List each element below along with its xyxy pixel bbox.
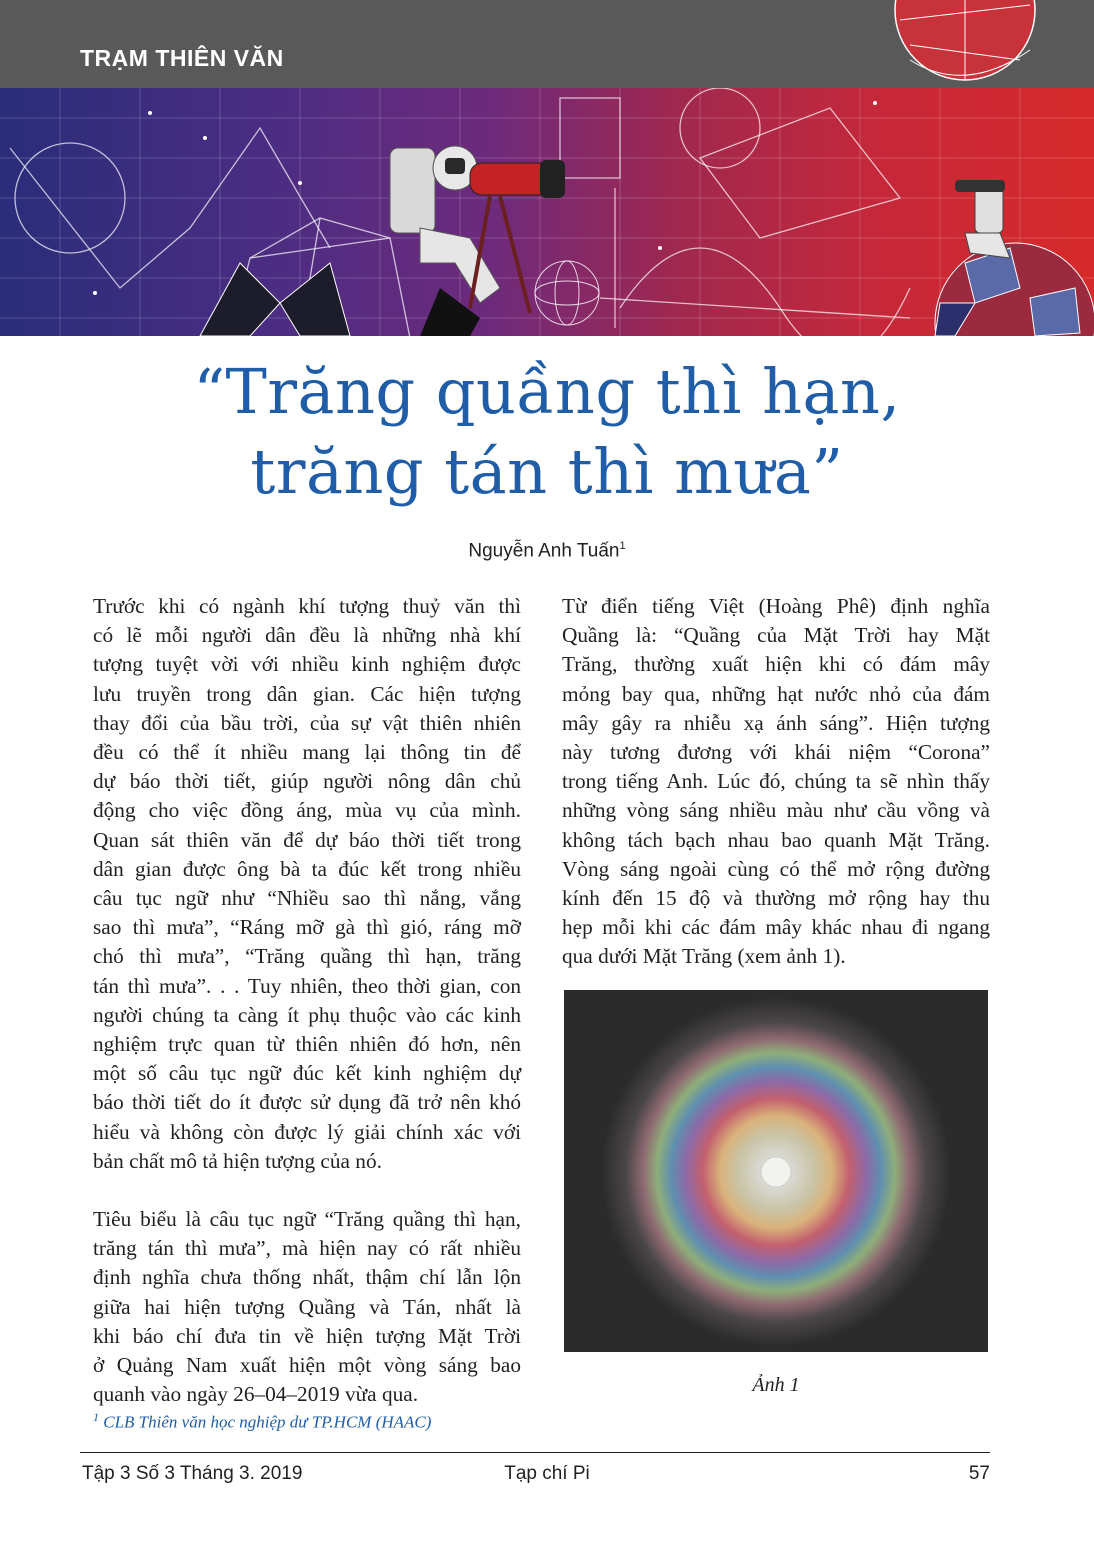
text-line: người chúng ta càng ít phụ thuộc vào các kinh xyxy=(93,1002,521,1027)
text-line: Vòng sáng ngoài cùng có thể mở rộng đường xyxy=(562,856,990,881)
text-line: có lẽ mỗi người dân đều là những nhà khí xyxy=(93,623,521,648)
footer-divider xyxy=(80,1452,990,1453)
footnote-mark: 1 xyxy=(93,1410,99,1424)
text-line: Trăng, thường xuất hiện khi có đám mây xyxy=(562,652,990,677)
author-footnote-mark: 1 xyxy=(619,540,626,552)
text-line: câu tục ngữ như “Nhiều sao thì nắng, vắng xyxy=(93,886,521,911)
text-line: thay đổi của bầu trời, của sự vật thiên nhiên xyxy=(93,710,521,735)
text-line: tán thì mưa”. . . Tuy nhiên, theo thời gian, con xyxy=(93,973,521,998)
left-paragraph-1 xyxy=(93,592,521,1176)
article-title xyxy=(0,352,1094,512)
text-line: động cho việc đồng áng, mùa vụ của mình. xyxy=(93,798,521,823)
astronaut-geometry-illustration xyxy=(0,88,1094,336)
text-line: những vòng sáng nhiều màu như cầu vồng và xyxy=(562,798,990,823)
text-line: quanh vào ngày 26–04–2019 vừa qua. xyxy=(93,1382,419,1407)
text-line: định nghĩa chưa thống nhất, thậm chí lẫn lộn xyxy=(93,1265,521,1290)
footer-issue: Tập 3 Số 3 Tháng 3. 2019 xyxy=(82,1463,303,1484)
geometry-sphere-decoration xyxy=(870,0,1094,88)
text-line: bản chất mô tả hiện tượng của nó. xyxy=(93,1148,382,1173)
text-line: giữa hai hiện tượng Quầng và Tán, nhất là xyxy=(93,1294,521,1319)
left-column xyxy=(93,592,521,1409)
right-column xyxy=(562,592,990,972)
text-line: này tương đương với khái niệm “Corona” xyxy=(562,740,990,765)
text-line: mây gây ra nhiễu xạ ánh sáng”. Hiện tượng xyxy=(562,710,990,735)
page-number: 57 xyxy=(968,1463,990,1484)
text-line: ở Quảng Nam xuất hiện một vòng sáng bao xyxy=(93,1353,521,1378)
footnote xyxy=(93,1410,431,1433)
text-line: báo thời tiết do ít được sử dụng đã trở nên khó xyxy=(93,1090,521,1115)
text-line: nghiệm trực quan từ thiên nhiên đó hơn, nên xyxy=(93,1032,521,1057)
text-line: hiểu và không còn được lý giải chính xác với xyxy=(93,1119,521,1144)
title-line-2: trăng tán thì mưa” xyxy=(250,435,844,508)
text-line: Trước khi có ngành khí tượng thuỷ văn thì xyxy=(93,594,521,618)
text-line: sao thì mưa”, “Ráng mỡ gà thì gió, ráng mỡ xyxy=(93,915,521,940)
moon-corona-photo xyxy=(564,990,988,1352)
title-line-1: “Trăng quầng thì hạn, xyxy=(193,355,901,428)
footer-journal: Tạp chí Pi xyxy=(504,1463,590,1484)
text-line: lưu truyền trong dân gian. Các hiện tượng xyxy=(93,681,521,706)
left-paragraph-2 xyxy=(93,1205,521,1409)
text-line: đều có thể ít nhiều mang lại thông tin để xyxy=(93,740,521,765)
text-line: Quan sát thiên văn để dự báo thời tiết trong xyxy=(93,827,521,852)
text-line: chó thì mưa”, “Trăng quầng thì hạn, trăng xyxy=(93,944,521,969)
text-line: khi báo chí đưa tin về hiện tượng Mặt Trời xyxy=(93,1323,521,1348)
text-line: Từ điển tiếng Việt (Hoàng Phê) định nghĩa xyxy=(562,594,990,618)
section-label: TRẠM THIÊN VĂN xyxy=(80,45,284,71)
text-line: Quầng là: “Quầng của Mặt Trời hay Mặt xyxy=(562,623,990,648)
footnote-text: CLB Thiên văn học nghiệp dư TP.HCM (HAAC) xyxy=(103,1412,432,1432)
text-line: hẹp mỗi khi các đám mây khác nhau đi ngang xyxy=(562,915,990,940)
moon xyxy=(761,1157,791,1187)
header-illustration xyxy=(0,88,1094,336)
right-paragraph-1 xyxy=(562,592,990,972)
corona-image xyxy=(564,990,988,1352)
text-line: dự báo thời tiết, giúp người nông dân chủ xyxy=(93,769,521,794)
geodesic-sphere xyxy=(935,180,1094,336)
text-line: trăng tán thì mưa”, mà hiện nay có rất nhiều xyxy=(93,1236,521,1261)
text-line: một số câu tục ngữ đúc kết kinh nghiệm dự xyxy=(93,1061,521,1086)
text-line: tượng tuyệt vời với nhiều kinh nghiệm được xyxy=(93,652,521,677)
author-name: Nguyễn Anh Tuấn xyxy=(468,540,620,562)
text-line: không tách bạch nhau bao quanh Mặt Trăng. xyxy=(562,827,990,852)
text-line: qua dưới Mặt Trăng (xem ảnh 1). xyxy=(562,944,846,969)
text-line: kính đến 15 độ và thường mở rộng hay thu xyxy=(562,886,990,911)
text-line: dân gian được ông bà ta đúc kết trong nhiều xyxy=(93,856,521,881)
text-line: trong tiếng Anh. Lúc đó, chúng ta sẽ nhìn thấy xyxy=(562,769,990,794)
text-line: mỏng bay qua, những hạt nước nhỏ của đám xyxy=(562,681,990,706)
text-line: Tiêu biểu là câu tục ngữ “Trăng quầng thì hạn, xyxy=(93,1207,521,1232)
photo-caption: Ảnh 1 xyxy=(752,1374,800,1396)
section-header-bar xyxy=(0,0,1094,88)
author-byline xyxy=(0,540,1094,562)
